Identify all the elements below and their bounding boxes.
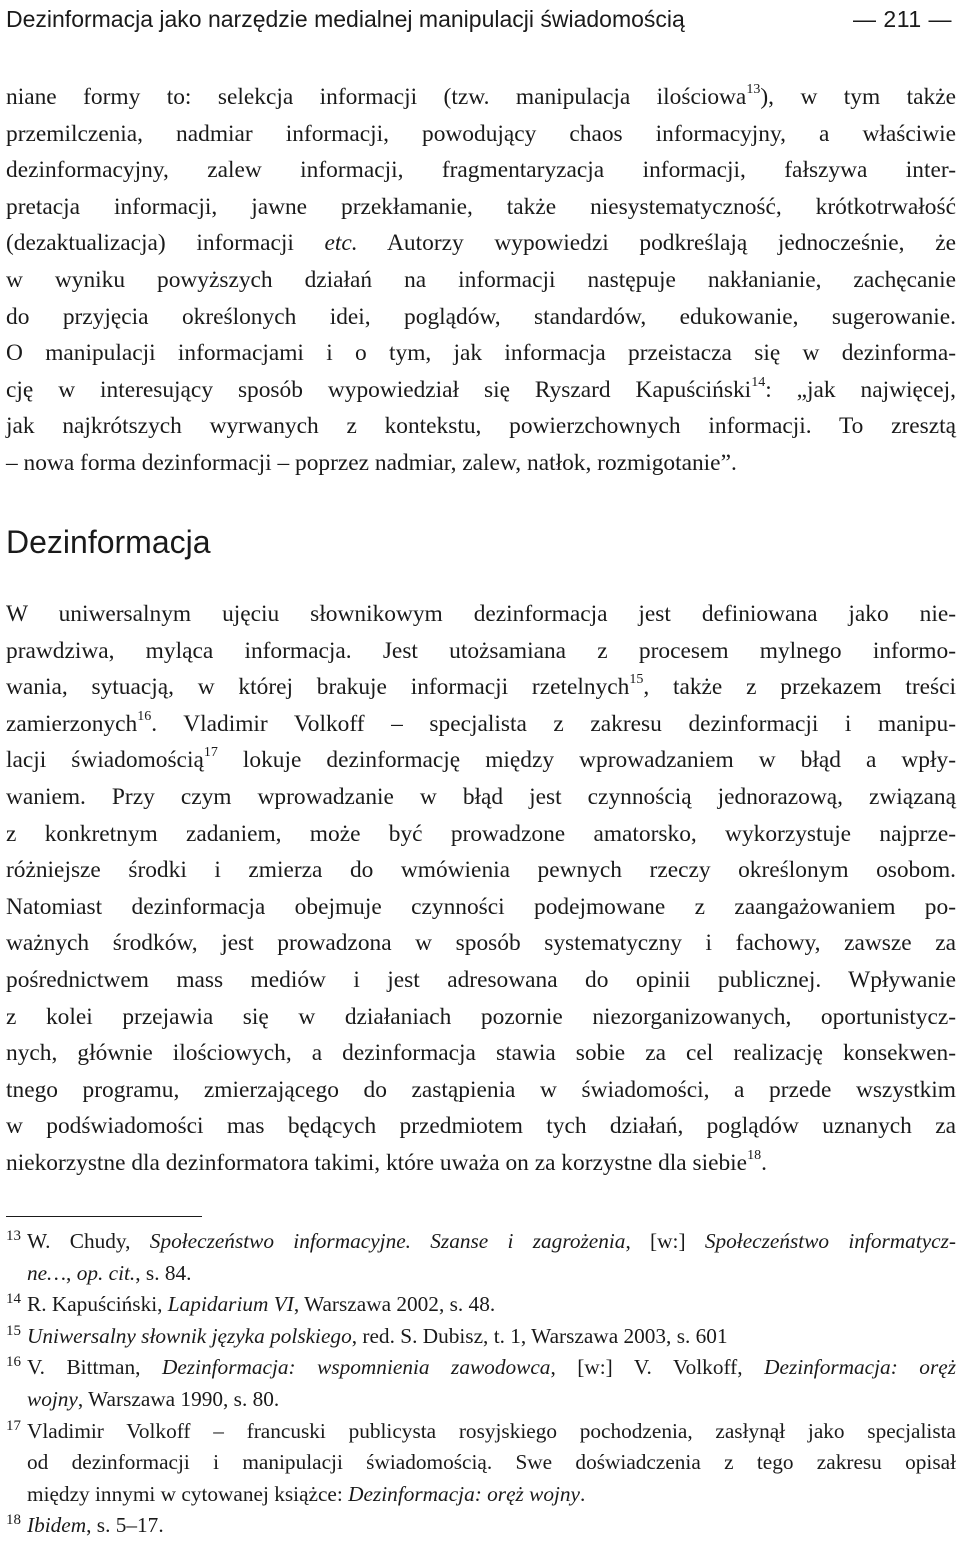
text-line: – nowa forma dezinformacji – poprzez nadmiar, zalew, natłok, rozmigotanie”. — [6, 449, 737, 476]
text-line: z konkretnym zadaniem, może być prowadzone amatorsko, wykorzystuje najprze- — [6, 820, 956, 847]
running-title: Dezinformacja jako narzędzie medialnej manipulacji świadomością — [6, 6, 685, 32]
text-run: (dezaktualizacja) informacji — [6, 230, 325, 257]
text-run: , [w:] V. Volkoff, — [550, 1355, 765, 1380]
text-line: nych, głównie ilościowych, a dezinformacja stawia sobie za cel realizację konsekwen- — [6, 1040, 956, 1067]
italic-run: etc. — [324, 230, 358, 257]
footnote-16 — [6, 1352, 956, 1415]
italic-run: Ibidem — [27, 1513, 87, 1538]
text-run: , s. 84. — [135, 1260, 192, 1285]
footnote-number: 18 — [6, 1512, 21, 1529]
italic-run: Dezinformacja: oręż — [764, 1355, 956, 1380]
text-run: . Vladimir Volkoff – specjalista z zakresu dezinformacji i manipu- — [151, 710, 956, 737]
text-line: pośrednictwem mass mediów i jest adresowana do opinii publicznej. Wpływanie — [6, 966, 956, 993]
text-line: Vladimir Volkoff – francuski publicysta rosyjskiego pochodzenia, zasłynął jako specjalista — [27, 1418, 956, 1443]
footnote-ref-17: 17 — [203, 744, 218, 761]
italic-run: Dezinformacja: oręż wojny — [348, 1481, 581, 1506]
text-run: , Warszawa 1990, s. 80. — [77, 1386, 280, 1411]
text-run: , [w:] — [625, 1229, 705, 1253]
footnote-number: 14 — [6, 1291, 21, 1308]
text-run: . — [580, 1481, 586, 1506]
text-run: , — [66, 1260, 77, 1285]
text-line — [6, 706, 956, 743]
footnote-number: 13 — [6, 1228, 21, 1244]
footnote-14 — [6, 1289, 956, 1321]
text-line: waniem. Przy czym wprowadzanie w błąd jest czynnością jednorazową, związaną — [6, 783, 956, 810]
text-line — [6, 1479, 956, 1511]
text-run: cję w interesujący sposób wypowiedział się Ryszard Kapuściński — [6, 376, 752, 403]
text-line: pretacja informacji, jawne przekłamanie, także niesystematyczność, krótkotrwałość — [6, 193, 956, 220]
footnote-separator — [6, 1216, 202, 1217]
footnote-15 — [6, 1321, 956, 1353]
text-line — [6, 79, 956, 116]
text-line — [6, 225, 956, 262]
running-header — [6, 6, 952, 40]
italic-run: ne… — [27, 1260, 67, 1285]
footnote-number: 15 — [6, 1322, 21, 1339]
text-line: prawdziwa, myląca informacja. Jest utożsamiana z procesem mylnego informo- — [6, 637, 956, 664]
text-line — [6, 1384, 956, 1416]
text-line: W uniwersalnym ujęciu słownikowym dezinformacja jest definiowana jako nie- — [6, 601, 956, 627]
text-line: jak najkrótszych wyrwanych z kontekstu, powierzchownych informacji. To zresztą — [6, 413, 956, 440]
italic-run: Uniwersalny słownik języka polskiego — [27, 1323, 352, 1348]
text-line: przemilczenia, nadmiar informacji, powodujący chaos informacyjny, a właściwie — [6, 120, 956, 147]
text-run: R. Kapuściński, — [27, 1292, 168, 1317]
text-line: dezinformacyjny, zalew informacji, fragmentaryzacja informacji, fałszywa inter- — [6, 157, 956, 184]
text-run: , red. S. Dubisz, t. 1, Warszawa 2003, s. 601 — [351, 1323, 728, 1348]
text-run: : „jak najwięcej, — [765, 376, 956, 403]
footnotes — [6, 1226, 956, 1542]
text-line: różniejsze środki i zmierza do wmówienia pewnych rzeczy określonym osobom. — [6, 857, 956, 884]
text-run: , s. 5–17. — [86, 1513, 164, 1538]
text-run: lacji świadomością — [6, 747, 204, 774]
footnote-ref-16: 16 — [137, 707, 152, 724]
footnote-ref-13: 13 — [746, 81, 761, 98]
footnote-number: 16 — [6, 1354, 21, 1371]
text-line: Natomiast dezinformacja obejmuje czynności podejmowane z zaangażowaniem po- — [6, 893, 956, 920]
footnote-17 — [6, 1416, 956, 1511]
text-run: wania, sytuacją, w której brakuje informacji rzetelnych — [6, 674, 630, 701]
text-run: , także z przekazem treści — [643, 674, 956, 701]
section-heading: Dezinformacja — [6, 524, 211, 560]
text-run: między innymi w cytowanej książce: — [27, 1481, 349, 1506]
text-run: V. Bittman, — [27, 1355, 162, 1380]
italic-run: wojny — [27, 1386, 78, 1411]
footnote-13 — [6, 1226, 956, 1289]
text-run: , Warszawa 2002, s. 48. — [293, 1292, 496, 1317]
text-line — [6, 1226, 956, 1258]
text-line: ważnych środków, jest prowadzona w sposób systematyczny i fachowy, zawsze za — [6, 930, 956, 957]
text-line — [6, 669, 956, 706]
text-line: do przyjęcia określonych idei, poglądów, standardów, edukowanie, sugerowanie. — [6, 303, 956, 330]
footnote-18 — [6, 1510, 956, 1542]
text-run: ), w tym także — [760, 84, 956, 110]
text-line: w wyniku powyższych działań na informacji następuje nakłanianie, zachęcanie — [6, 266, 956, 293]
text-run: lokuje dezinformację między wprowadzaniem w błąd a wpły- — [217, 747, 956, 774]
footnote-ref-18: 18 — [747, 1147, 762, 1164]
text-line — [6, 372, 956, 409]
paragraph-2 — [6, 596, 956, 1182]
page-number: — 211 — — [853, 6, 952, 32]
text-run: zamierzonych — [6, 710, 138, 737]
paragraph-1 — [6, 79, 956, 482]
text-line — [6, 1352, 956, 1384]
footnote-ref-14: 14 — [751, 373, 766, 390]
text-line — [6, 742, 956, 779]
text-run: niane formy to: selekcja informacji (tzw. manipulacja ilościowa — [6, 84, 747, 110]
italic-run: Lapidarium VI — [167, 1292, 294, 1317]
italic-run: op. cit. — [76, 1260, 136, 1285]
text-line — [6, 1258, 956, 1290]
italic-run: Społeczeństwo informatycz- — [704, 1229, 956, 1253]
text-line: z kolei przejawia się w działaniach pozornie niezorganizowanych, oportunistycz- — [6, 1003, 956, 1030]
italic-run: Społeczeństwo informacyjne. Szanse i zagrożenia — [149, 1229, 626, 1253]
text-line: O manipulacji informacjami i o tym, jak informacja przeistacza się w dezinforma- — [6, 340, 956, 367]
text-run: . — [761, 1149, 767, 1176]
text-line — [6, 1289, 956, 1321]
text-line — [6, 1510, 956, 1542]
text-line — [6, 1321, 956, 1353]
text-line: od dezinformacji i manipulacji świadomością. Swe doświadczenia z tego zakresu opisał — [27, 1450, 956, 1475]
footnote-ref-15: 15 — [629, 671, 644, 688]
text-run: W. Chudy, — [27, 1229, 150, 1253]
text-run: Autorzy wypowiedzi podkreślają jednocześnie, że — [357, 230, 956, 257]
text-run: niekorzystne dla dezinformatora takimi, które uważa on za korzystne dla siebie — [6, 1149, 748, 1176]
text-line: w podświadomości mas będących przedmiotem tych działań, poglądów uznanych za — [6, 1113, 956, 1140]
italic-run: Dezinformacja: wspomnienia zawodowca — [161, 1355, 551, 1380]
text-line — [6, 1145, 956, 1182]
footnote-number: 17 — [6, 1417, 21, 1434]
text-line: tnego programu, zmierzającego do zastąpienia w świadomości, a przede wszystkim — [6, 1076, 956, 1103]
